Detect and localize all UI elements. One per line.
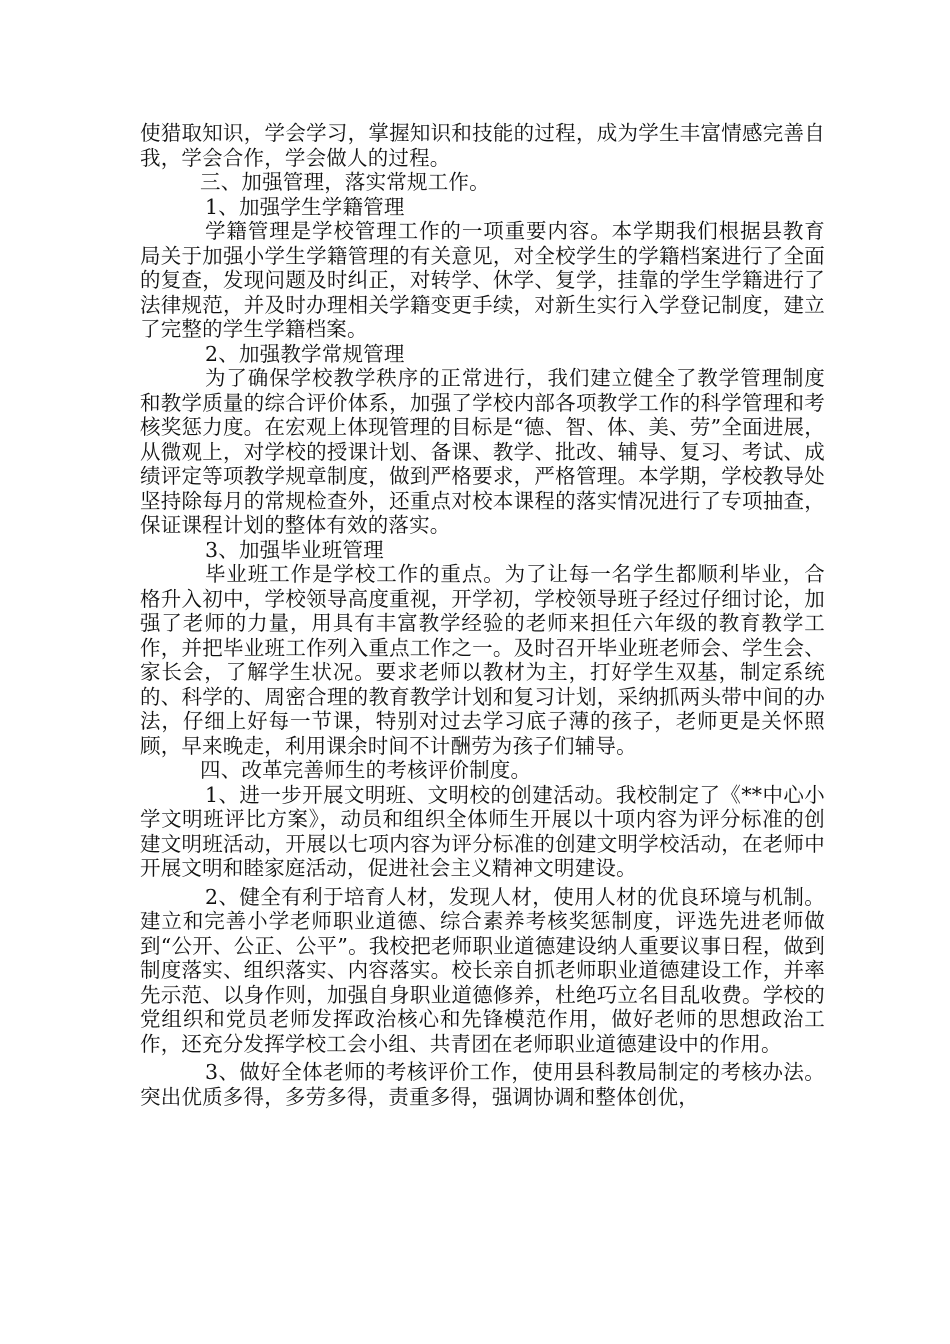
paragraph-teacher-assessment: 3、做好全体老师的考核评价工作，使用县科教局制定的考核办法。突出优质多得，多劳多得，责重多得，强调协调和整体创优， bbox=[140, 1060, 825, 1109]
section-heading-evaluation-reform: 四、改革完善师生的考核评价制度。 bbox=[200, 758, 532, 782]
paragraph-teaching-routine: 为了确保学校教学秩序的正常进行，我们建立健全了教学管理制度和教学质量的综合评价体系，加强了学校内部各项教学工作的科学管理和考核奖惩力度。在宏观上体现管理的目标是“德、智、体、美、劳”全面进展，从微观上，对学校的授课计划、备课、教学、批改、辅导、复习、考试、成绩评定等项教学规章制度，做到严格要求，严格管理。本学期，学校教导处坚持除每月的常规检查外，还重点对校本课程的落实情况进行了专项抽查，保证课程计划的整体有效的落实。 bbox=[140, 366, 825, 537]
paragraph-talent-mechanism: 2、健全有利于培育人材，发现人材，使用人材的优良环境与机制。 建立和完善小学老师职业道德、综合素养考核奖惩制度，评选先进老师做到“公开、公正、公平”。我校把老师职业道德建设纳人重要议事日程，做到制度落实、组织落实、内容落实。校长亲自抓老师职业道德建设工作，并率先示范、以身作则，加强自身职业道德修养，杜绝巧立名目乱收费。学校的党组织和党员老师发挥政治核心和先锋模范作用，做好老师的思想政治工作，还充分发挥学校工会小组、共青团在老师职业道德建设中的作用。 bbox=[140, 884, 825, 1056]
paragraph-civilized-class: 1、进一步开展文明班、文明校的创建活动。我校制定了《**中心小学文明班评比方案》，动员和组织全体师生开展以十项内容为评分标准的创建文明班活动，开展以七项内容为评分标准的创建文明学校活动，在老师中开展文明和睦家庭活动，促进社会主义精神文明建设。 bbox=[140, 782, 825, 880]
subheading-student-records: 1、加强学生学籍管理 bbox=[205, 194, 405, 219]
subheading-graduating-class: 3、加强毕业班管理 bbox=[205, 537, 384, 562]
document-body bbox=[140, 121, 825, 1109]
subheading-teaching-routine: 2、加强教学常规管理 bbox=[205, 341, 405, 366]
paragraph-intro-continuation: 使猎取知识，学会学习，掌握知识和技能的过程，成为学生丰富情感完善自我，学会合作，学会做人的过程。 bbox=[140, 121, 825, 170]
section-heading-management: 三、加强管理，落实常规工作。 bbox=[200, 170, 490, 194]
paragraph-graduating-class: 毕业班工作是学校工作的重点。为了让每一名学生都顺利毕业，合格升入初中，学校领导高度重视，开学初，学校领导班子经过仔细讨论，加强了老师的力量，用具有丰富教学经验的老师来担任六年级的教育教学工作，并把毕业班工作列入重点工作之一。及时召开毕业班老师会、学生会、家长会，了解学生状况。要求老师以教材为主，打好学生双基，制定系统的、科学的、周密合理的教育教学计划和复习计划，采纳抓两头带中间的办法，仔细上好每一节课，特别对过去学习底子薄的孩子，老师更是关怀照顾，早来晚走，利用课余时间不计酬劳为孩子们辅导。 bbox=[140, 562, 825, 758]
paragraph-student-records: 学籍管理是学校管理工作的一项重要内容。本学期我们根据县教育局关于加强小学生学籍管理的有关意见，对全校学生的学籍档案进行了全面的复查，发现问题及时纠正，对转学、休学、复学，挂靠的学生学籍进行了法律规范，并及时办理相关学籍变更手续，对新生实行入学登记制度，建立了完整的学生学籍档案。 bbox=[140, 219, 825, 341]
